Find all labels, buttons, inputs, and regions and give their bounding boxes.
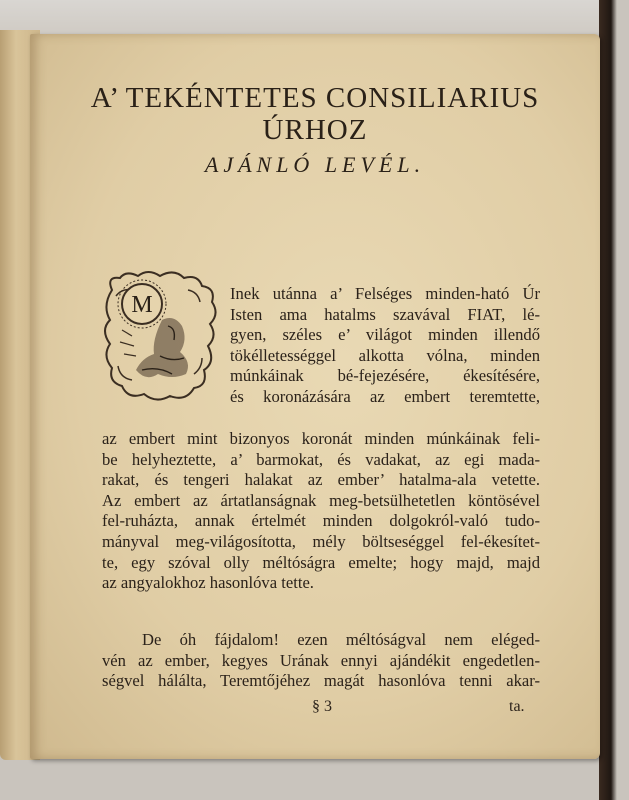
text-line: be helyheztette, a’ barmokat, és vadakat, az egi mada- (102, 449, 540, 469)
paragraph-1-wrapped (230, 284, 540, 408)
text-line: az angyalokhoz hasonlóva tette. (102, 573, 314, 593)
initial-letter: M (131, 292, 153, 318)
text-line: Isten ama hatalms szavával FIAT, lé- (230, 304, 540, 324)
book-page (30, 34, 600, 759)
text-line: tökélletességgel alkotta vólna, minden (230, 345, 540, 365)
signature-mark: § 3 (312, 698, 332, 715)
heading-line-3: AJÁNLÓ LEVÉL. (204, 152, 426, 177)
decorated-initial (102, 270, 220, 404)
text-line: rakat, és tengeri halakat az ember’ hatalma-ala vetette. (102, 470, 540, 490)
catchword: ta. (509, 698, 525, 715)
paragraph-2 (102, 630, 540, 692)
text-line: te, egy szóval olly méltóságra emelte; hogy majd, majd (102, 552, 540, 572)
text-line: és koronázására az embert teremtette, (230, 386, 540, 406)
book-edge (599, 0, 629, 800)
text-line: mányval meg-világosította, mély böltseséggel fel-ékesítet- (102, 531, 540, 551)
heading-line-2: ÚRHOZ (262, 114, 368, 146)
text-line: De óh fájdalom! ezen méltóságval nem eléged- (142, 630, 540, 649)
text-line: az embert mint bizonyos koronát minden múnkáinak feli- (102, 429, 540, 448)
text-line: gyen, széles e’ világot minden illendő (230, 325, 540, 345)
text-line: múnkáinak bé-fejezésére, ékesítésére, (230, 366, 540, 386)
paragraph-1-continued (102, 429, 540, 594)
heading-line-1: A’ TEKÉNTETES CONSILIARIUS (90, 82, 540, 114)
text-line: Az embert az ártatlanságnak meg-betsülhetetlen köntösével (102, 490, 540, 510)
text-line: vén az ember, kegyes Urának ennyi ajándékit engedetlen- (102, 650, 540, 670)
text-line: ségvel hálálta, Teremtőjéhez magát hasonlóva tenni akar- (102, 671, 540, 691)
text-line: Inek utánna a’ Felséges minden-ható Úr (230, 284, 540, 303)
text-line: fel-ruházta, annak értelmét minden dolgokról-való tudo- (102, 511, 540, 531)
background-top (0, 0, 629, 36)
